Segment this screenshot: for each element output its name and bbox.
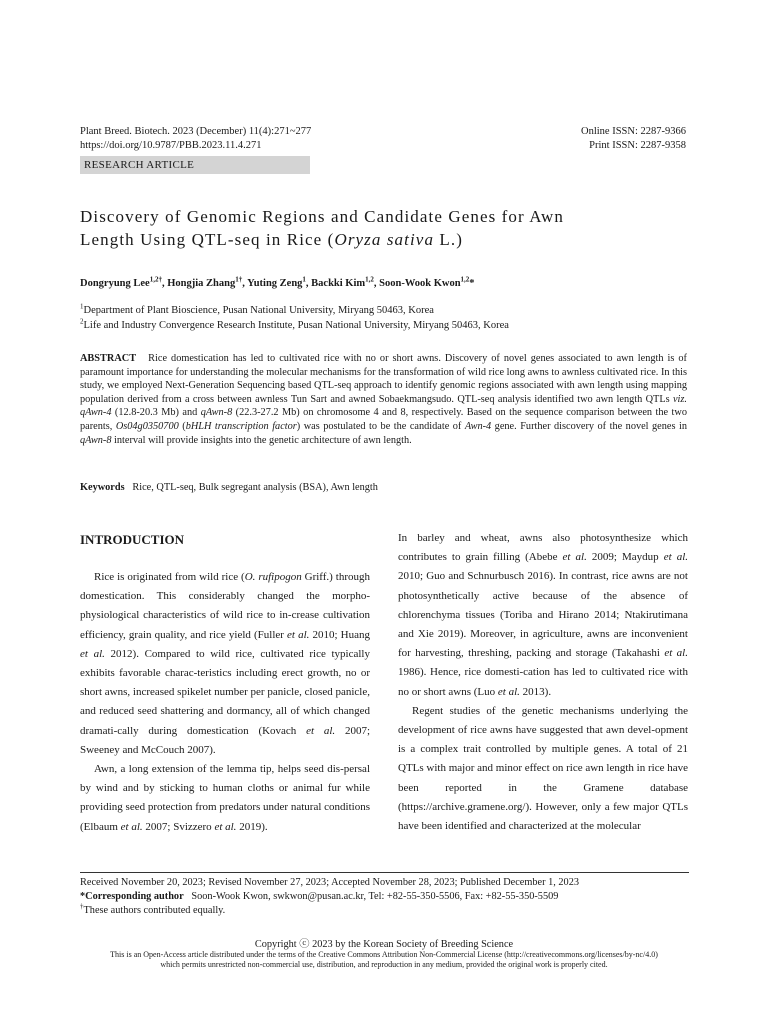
footnote-divider [80, 872, 689, 873]
keywords-label: Keywords [80, 482, 125, 493]
title-text-end: L.) [434, 230, 464, 249]
intro-paragraph-4: Regent studies of the genetic mechanisms underlying the development of rice awns have suggested that awn devel-opment is a complex trait controlled by multiple genes. A total of 21 QTLs with major and minor effect on rice awn length in rice have been reported in the Gramene database (https://archive.gramene.org/). However, only a few major QTLs have been identified and characterized at the molecular [398, 704, 688, 833]
license-text [0, 950, 768, 969]
intro-paragraph-1: Rice is originated from wild rice (O. rufipogon Griff.) through domestication. This considerably changed the morpho-physiological characteristics of wild rice to in-crease cultivation efficiency, grain quality, and rice yield (Fuller et al. 2010; Huang et al. 2012). Compared to wild rice, cultivated rice typically exhibits favorable charac-teristics including erect growth, no or short awns, increased spikelet number per panicle, closed panicle, and reduced seed shattering and dormancy, all of which changed dramati-cally during domestication (Kovach et al. 2007; Sweeney and McCouch 2007). [80, 571, 371, 756]
intro-right-column [398, 529, 688, 836]
author[interactable]: Backki Kim$^{1,2}$ [311, 275, 374, 289]
author-list: Dongryung Lee$^{1,2\dagger}$, Hongjia Zhang$^{1\dagger}$, Yuting Zeng$^1$, Backki Kim$^{1,2}$, Soon-Wook Kwon$^{1,2}$* [80, 275, 475, 289]
author[interactable]: Dongryung Lee$^{1,2\dagger}$ [80, 275, 162, 289]
license-line-2: which permits unrestricted non-commercial use, distribution, and reproduction in any medium, provided the original work is properly cited. [160, 959, 608, 969]
affiliation-2: $^2$Life and Industry Convergence Research Institute, Pusan National University, Miryang 50463, Korea [80, 317, 509, 331]
abstract: ABSTRACT Rice domestication has led to cultivated rice with no or short awns. Discovery of novel genes associated to awn length is of paramount importance for understanding the molecular mechanisms for the transformation of wild rice long awns to awnless cultivated rice. In this study, we employed Next-Generation Sequencing based QTL-seq approach to identify genomic regions associated with awn length using mapping population derived from a cross between awnless Tun Sart and awned Sobaekmangsudo. QTL-seq analysis identified two awn length QTLs viz. qAwn-4 (12.8-20.3 Mb) and qAwn-8 (22.3-27.2 Mb) on chromosome 4 and 8, respectively. Based on the sequence comparison between the two parents, Os04g0350700 (bHLH transcription factor) was postulated to be the candidate of Awn-4 gene. Further discovery of the novel genes in qAwn-8 interval will provide insights into the genetic architecture of awn length. [80, 353, 687, 446]
article-type-banner: RESEARCH ARTICLE [80, 156, 310, 174]
title-line-1: Discovery of Genomic Regions and Candidate Genes for Awn [80, 207, 564, 226]
author[interactable]: Hongjia Zhang$^{1\dagger}$ [167, 275, 243, 289]
journal-citation: Plant Breed. Biotech. 2023 (December) 11(4):271~277 [80, 126, 312, 137]
keywords: Keywords Rice, QTL-seq, Bulk segregant analysis (BSA), Awn length [80, 482, 378, 493]
affiliation-1: $^1$Department of Plant Bioscience, Pusan National University, Miryang 50463, Korea [80, 302, 434, 316]
title-text: Length Using QTL-seq in Rice ( [80, 230, 335, 249]
article-title [80, 205, 690, 251]
section-heading-introduction: INTRODUCTION [80, 532, 185, 547]
intro-paragraph-3: In barley and wheat, awns also photosynthesize which contributes to grain filling (Abebe et al. 2009; Maydup et al. 2010; Guo and Schnurbusch 2016). In contrast, rice awns are not photosynthetically active because of the absence of chlorenchyma tissues (Toriba and Hirano 2014; Ntakirutimana and Xie 2019). Moreover, in agriculture, awns are inconvenient for harvesting, threshing, packing and storage (Takahashi et al. 1986). Hence, rice domesti-cation has led to cultivated rice with no or short awns (Luo et al. 2013). [398, 532, 688, 698]
abstract-label: ABSTRACT [80, 353, 137, 364]
print-issn: Print ISSN: 2287-9358 [589, 140, 686, 151]
received-dates: Received November 20, 2023; Revised November 27, 2023; Accepted November 28, 2023; Published December 1, 2023 [80, 877, 579, 888]
title-species: Oryza sativa [334, 230, 435, 249]
intro-paragraph-2: Awn, a long extension of the lemma tip, helps seed dis-persal by wind and by sticking to human cloths or animal fur while providing seed protection from predators under natural conditions (Elbaum et al. 2007; Svizzero et al. 2019). [80, 763, 370, 833]
intro-left-column [80, 568, 370, 837]
copyright: Copyright ⓒ 2023 by the Korean Society of Breeding Science [254, 939, 514, 950]
corresponding-author: *Corresponding author Soon-Wook Kwon, swkwon@pusan.ac.kr, Tel: +82-55-350-5506, Fax: +82-55-350-5509 [80, 891, 559, 902]
doi-link[interactable]: https://doi.org/10.9787/PBB.2023.11.4.271 [80, 140, 262, 151]
license-line-1: This is an Open-Access article distributed under the terms of the Creative Commons Attribution Non-Commercial License (http://creativecommons.org/licenses/by-nc/4.0) [110, 950, 658, 959]
author[interactable]: Soon-Wook Kwon$^{1,2}$ [379, 275, 470, 289]
online-issn: Online ISSN: 2287-9366 [581, 126, 686, 137]
author[interactable]: Yuting Zeng$^1$ [247, 275, 306, 289]
equal-contribution-note: †These authors contributed equally. [80, 902, 226, 916]
title-line-2 [80, 228, 690, 251]
